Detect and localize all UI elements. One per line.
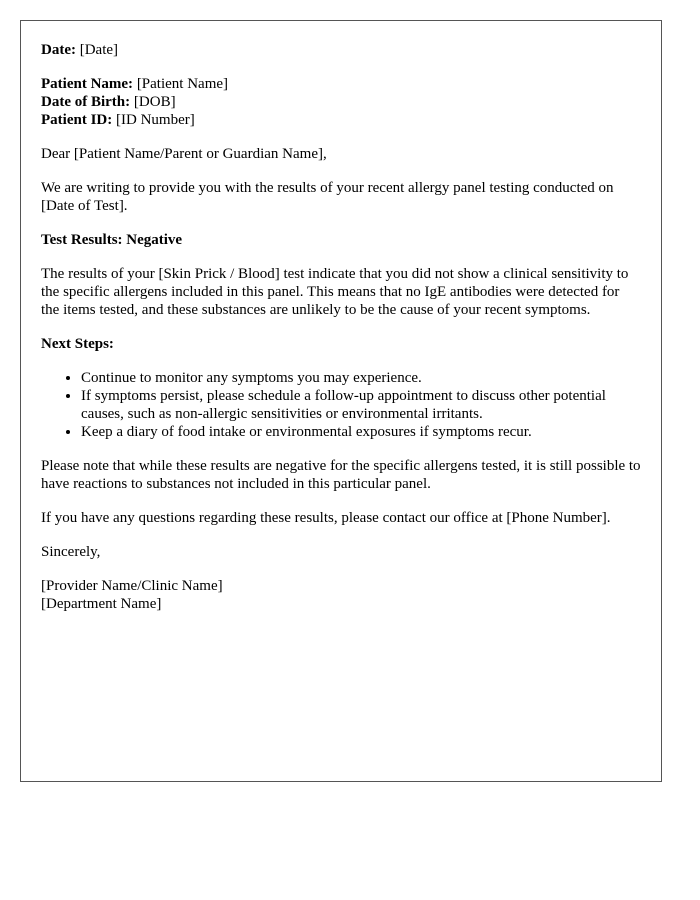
- list-item: • Keep a diary of food intake or environmental exposures if symptoms recur.: [81, 423, 641, 441]
- note: Please note that while these results are negative for the specific allergens tested, it is still possible to have reactions to substances not included in this particular panel.: [41, 458, 641, 492]
- letter: [20, 20, 662, 782]
- next-steps-list: [41, 369, 641, 441]
- salutation: Dear [Patient Name/Parent or Guardian Name],: [41, 146, 327, 162]
- signature: [Provider Name/Clinic Name] [Department Name]: [41, 578, 223, 612]
- list-item: • Continue to monitor any symptoms you may experience.: [81, 369, 641, 387]
- list-item: • If symptoms persist, please schedule a follow-up appointment to discuss other potential causes, such as non-allergic sensitivities or environmental irritants.: [81, 387, 641, 423]
- patient-info: Patient Name: [Patient Name] Date of Birth: [DOB] Patient ID: [ID Number]: [41, 76, 229, 128]
- results-body: The results of your [Skin Prick / Blood] test indicate that you did not show a clinical sensitivity to the specific allergens included in this panel. This means that no IgE antibodies were detected for the items tested, and these substances are unlikely to be the cause of your recent symptoms.: [41, 266, 629, 318]
- closing: Sincerely,: [41, 544, 101, 560]
- contact: If you have any questions regarding these results, please contact our office at [Phone Number].: [41, 510, 611, 526]
- date-line: Date: [Date]: [41, 42, 119, 58]
- intro: We are writing to provide you with the results of your recent allergy panel testing conducted on [Date of Test].: [41, 180, 614, 214]
- results-heading: Test Results: Negative: [41, 232, 183, 248]
- next-steps-heading: Next Steps:: [41, 336, 114, 352]
